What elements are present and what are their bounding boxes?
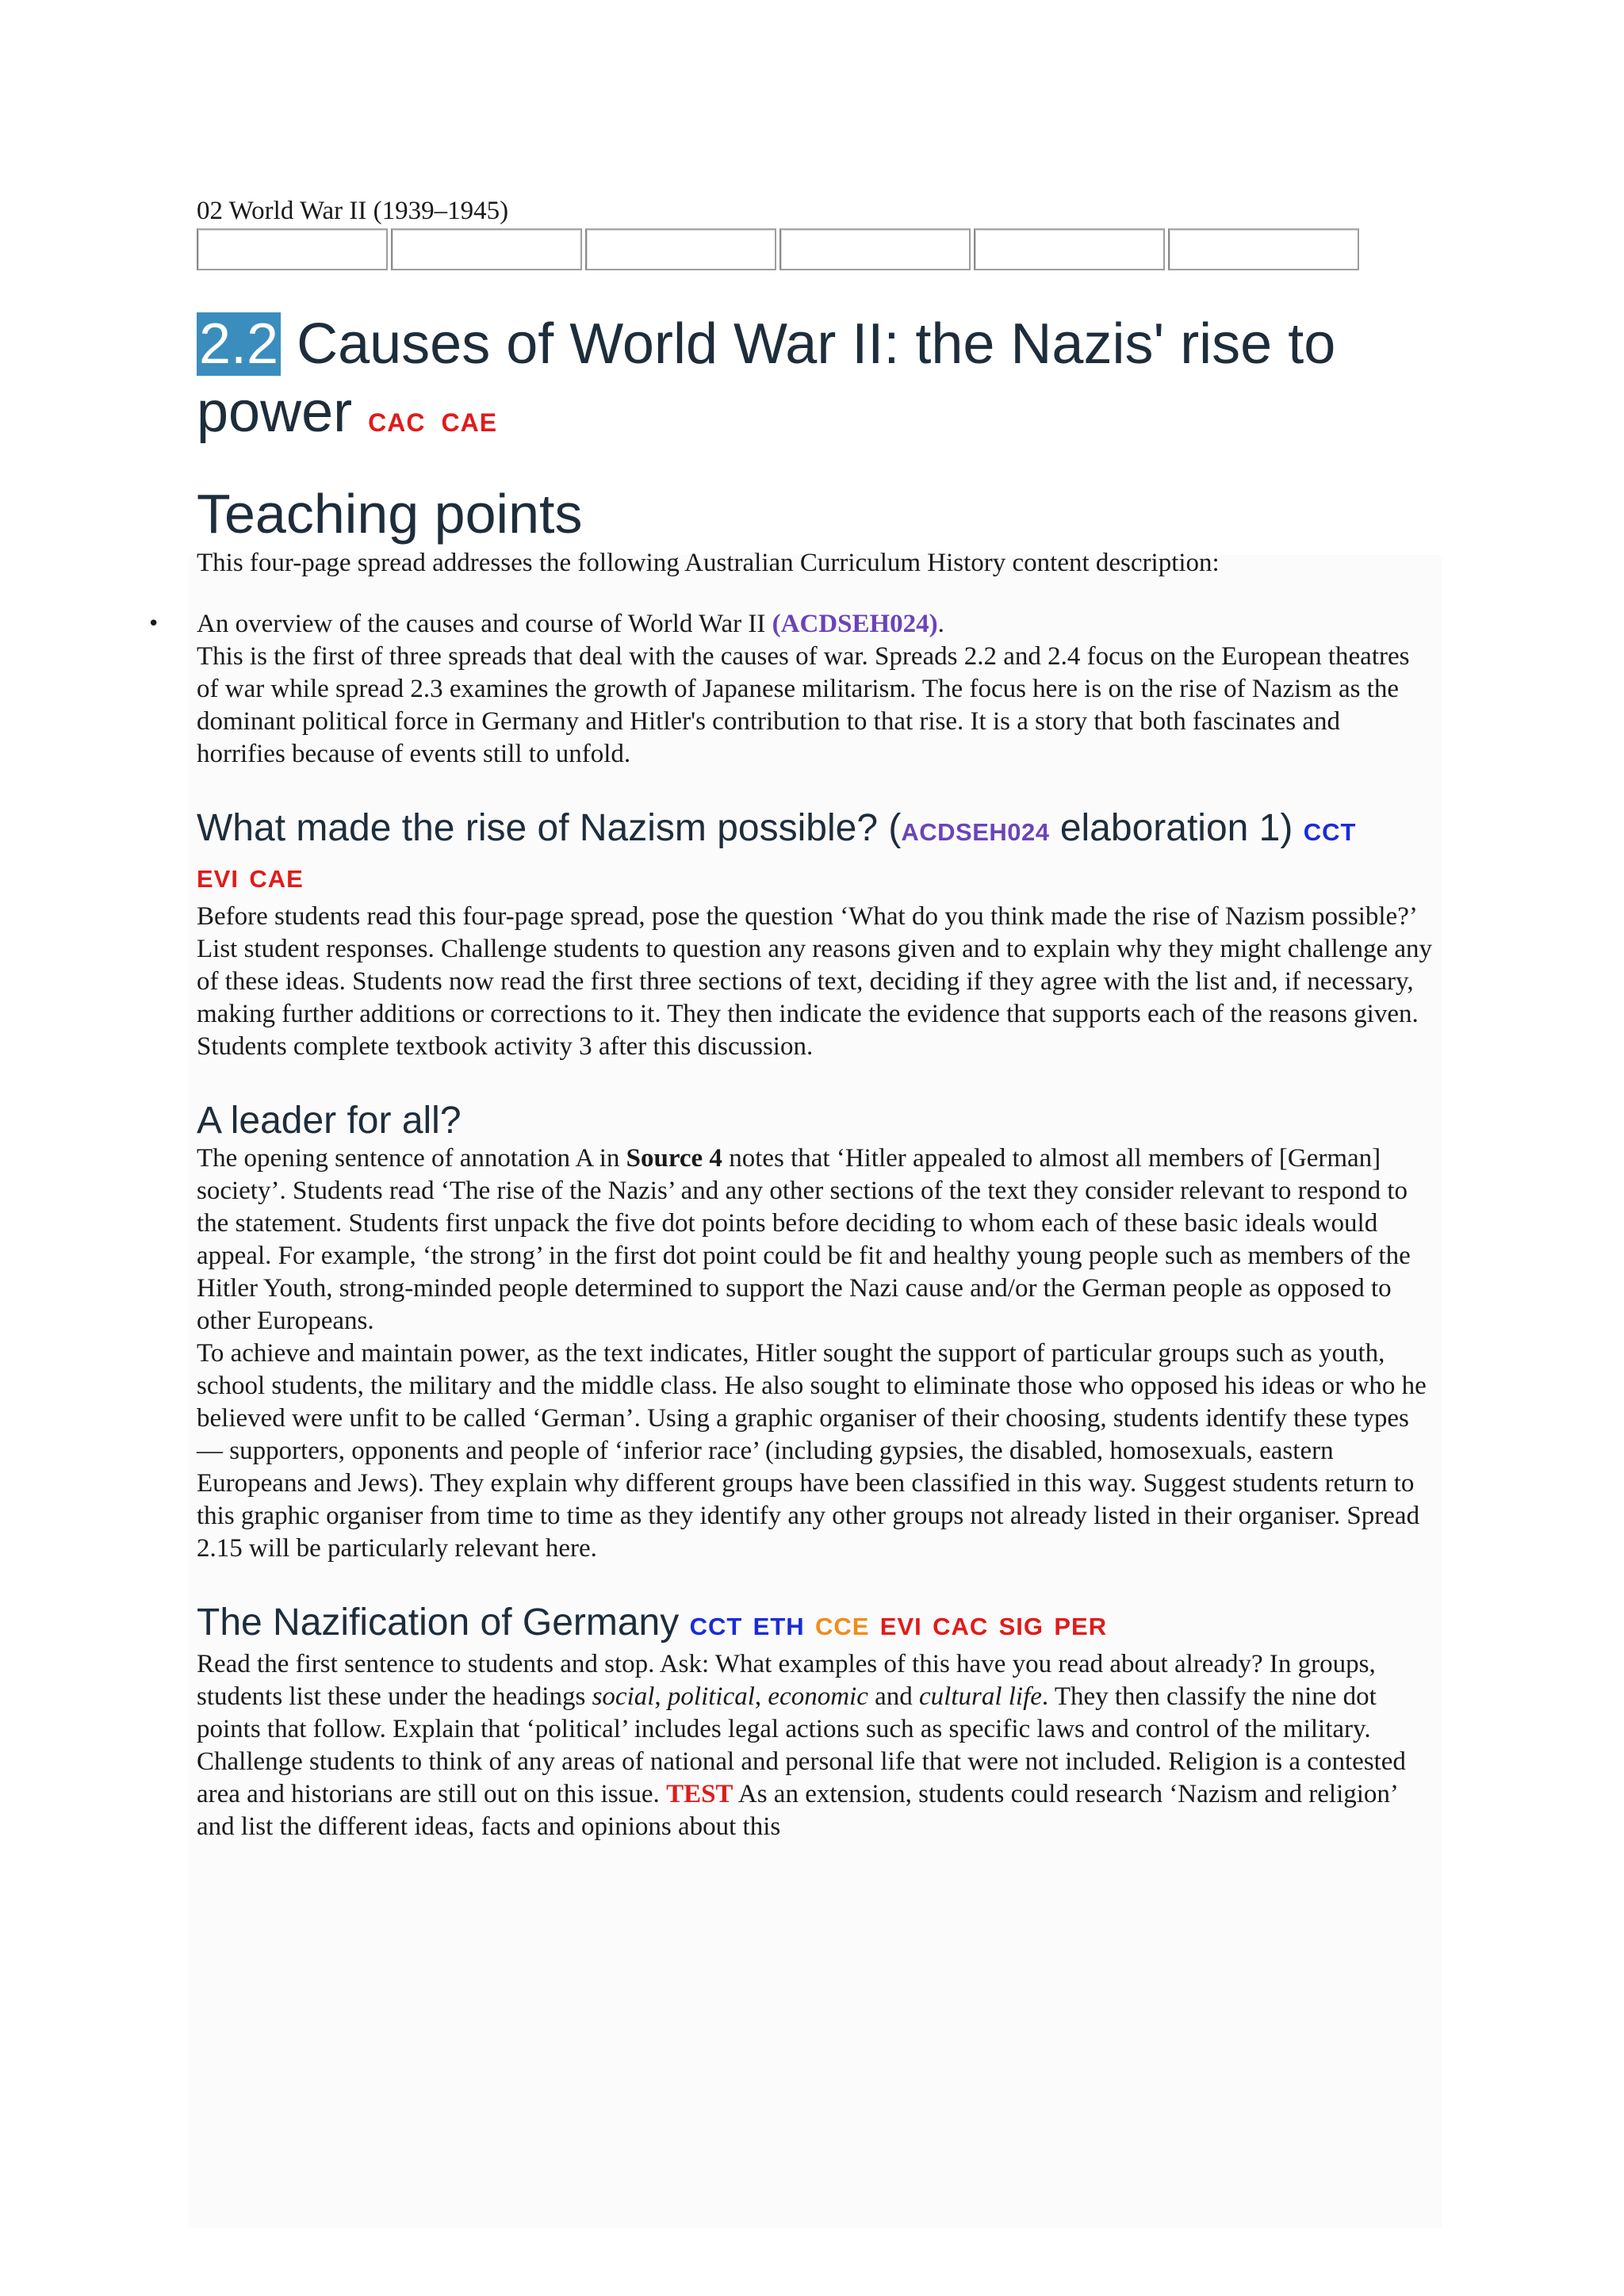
tab-3[interactable]	[585, 228, 776, 270]
navigation-tabs	[197, 228, 1375, 270]
test-marker: TEST	[666, 1780, 733, 1808]
page-content	[197, 195, 1434, 1843]
text-run: notes that ‘Hitler appealed to almost all members of [German] society’. Students read ‘The rise of the Nazis’ and any other sections of the text they consider relevant to respond to the statement. Students first unpack the five dot points before deciding to whom each of these basic ideals would appeal. For example, ‘the strong’ in the first dot point could be fit and healthy young people such as members of the Hitler Youth, strong-minded people determined to support the Nazi cause and/or the German people as opposed to other Europeans.	[197, 1144, 1411, 1335]
tag-cct: CCT	[689, 1613, 743, 1640]
tag-per: PER	[1054, 1613, 1108, 1640]
tag-cae: CAE	[249, 865, 304, 893]
separator: ,	[754, 1682, 768, 1711]
text-run: As an extension, students could research ‘Nazism and religion’ and list the different ideas, facts and opinions about this	[197, 1780, 1397, 1841]
text-run: Read the first sentence to students and stop. Ask: What examples of this have you read about already? In groups, students list these under the headings	[197, 1650, 1376, 1711]
tag-cac: CAC	[933, 1613, 989, 1640]
heading-cultural-life: cultural life	[919, 1682, 1042, 1711]
bullet-end: .	[937, 610, 944, 638]
bullet-text: An overview of the causes and course of World War II	[197, 610, 772, 638]
section-number: 2.2	[197, 312, 281, 376]
leader-paragraph-1	[197, 1142, 1434, 1337]
overview-paragraph: This is the first of three spreads that deal with the causes of war. Spreads 2.2 and 2.4 focus on the European theatres of war while spread 2.3 examines the growth of Japanese militarism. The focus here is on the rise of Nazism as the dominant political force in Germany and Hitler's contribution to that rise. It is a story that both fascinates and horrifies because of events still to unfold.	[197, 642, 1410, 768]
heading-text: What made the rise of Nazism possible? (	[197, 807, 902, 849]
curriculum-code: ACDSEH024	[901, 818, 1050, 846]
title-text-line1: Causes of World War II: the Nazis' rise to	[281, 312, 1336, 376]
nazification-paragraph	[197, 1648, 1434, 1843]
heading-economic: economic	[768, 1682, 868, 1711]
leader-paragraph-2: To achieve and maintain power, as the text indicates, Hitler sought the support of particular groups such as youth, school students, the military and the middle class. He also sought to eliminate those who opposed his ideas or who he believed were unfit to be called ‘German’. Using a graphic organiser of their choosing, students identify these types — supporters, opponents and people of ‘inferior race’ (including gypsies, the disabled, homosexuals, eastern Europeans and Jews). They explain why different groups have been classified in this way. Suggest students return to this graphic organiser from time to time as they identify any other groups not already listed in their organiser. Spread 2.15 will be particularly relevant here.	[197, 1339, 1427, 1563]
source-reference: Source 4	[626, 1144, 722, 1173]
intro-paragraph: This four-page spread addresses the following Australian Curriculum History content description:	[197, 549, 1220, 577]
heading-social: social	[592, 1682, 655, 1711]
rise-paragraph: Before students read this four-page spread, pose the question ‘What do you think made the rise of Nazism possible?’ List student responses. Challenge students to question any reasons given and to explain why they might challenge any of these ideas. Students now read the first three sections of text, deciding if they agree with the list and, if necessary, making further additions or corrections to it. They then indicate the evidence that supports each of the reasons given. Students complete textbook activity 3 after this discussion.	[197, 902, 1433, 1061]
title-text-line2: power	[197, 381, 353, 444]
chapter-label: 02 World War II (1939–1945)	[197, 197, 509, 225]
tag-cce: CCE	[815, 1613, 870, 1640]
text-run: The opening sentence of annotation A in	[197, 1144, 626, 1173]
tab-5[interactable]	[974, 228, 1165, 270]
content-description-list	[197, 608, 1434, 641]
teaching-points-heading: Teaching points	[197, 483, 583, 545]
tab-6[interactable]	[1168, 228, 1359, 270]
curriculum-code: (ACDSEH024)	[772, 610, 938, 638]
tag-evi: EVI	[879, 1613, 922, 1640]
tab-4[interactable]	[779, 228, 971, 270]
tag-sig: SIG	[998, 1613, 1044, 1640]
page-title	[197, 310, 1434, 457]
section-heading-rise	[197, 807, 1434, 901]
heading-text-end: elaboration 1)	[1049, 807, 1304, 849]
tag-cct: CCT	[1303, 818, 1357, 846]
tab-1[interactable]	[197, 228, 388, 270]
tag-cac: CAC	[368, 408, 426, 437]
tag-cae: CAE	[441, 408, 498, 437]
separator: and	[868, 1682, 920, 1711]
heading-political: political	[667, 1682, 755, 1711]
tag-evi: EVI	[197, 865, 239, 893]
section-heading-leader: A leader for all?	[197, 1100, 462, 1142]
tab-2[interactable]	[391, 228, 582, 270]
section-heading-nazification	[197, 1601, 1434, 1648]
separator: ,	[654, 1682, 668, 1711]
text-run: . They then classify the nine dot points that follow. Explain that ‘political’ includes legal actions such as specific laws and control of the military. Challenge students to think of any areas of national and personal life that were not included. Religion is a contested area and historians are still out on this issue.	[197, 1682, 1406, 1808]
tag-eth: ETH	[753, 1613, 805, 1640]
heading-text: The Nazification of Germany	[197, 1601, 690, 1644]
list-item	[197, 608, 1434, 641]
